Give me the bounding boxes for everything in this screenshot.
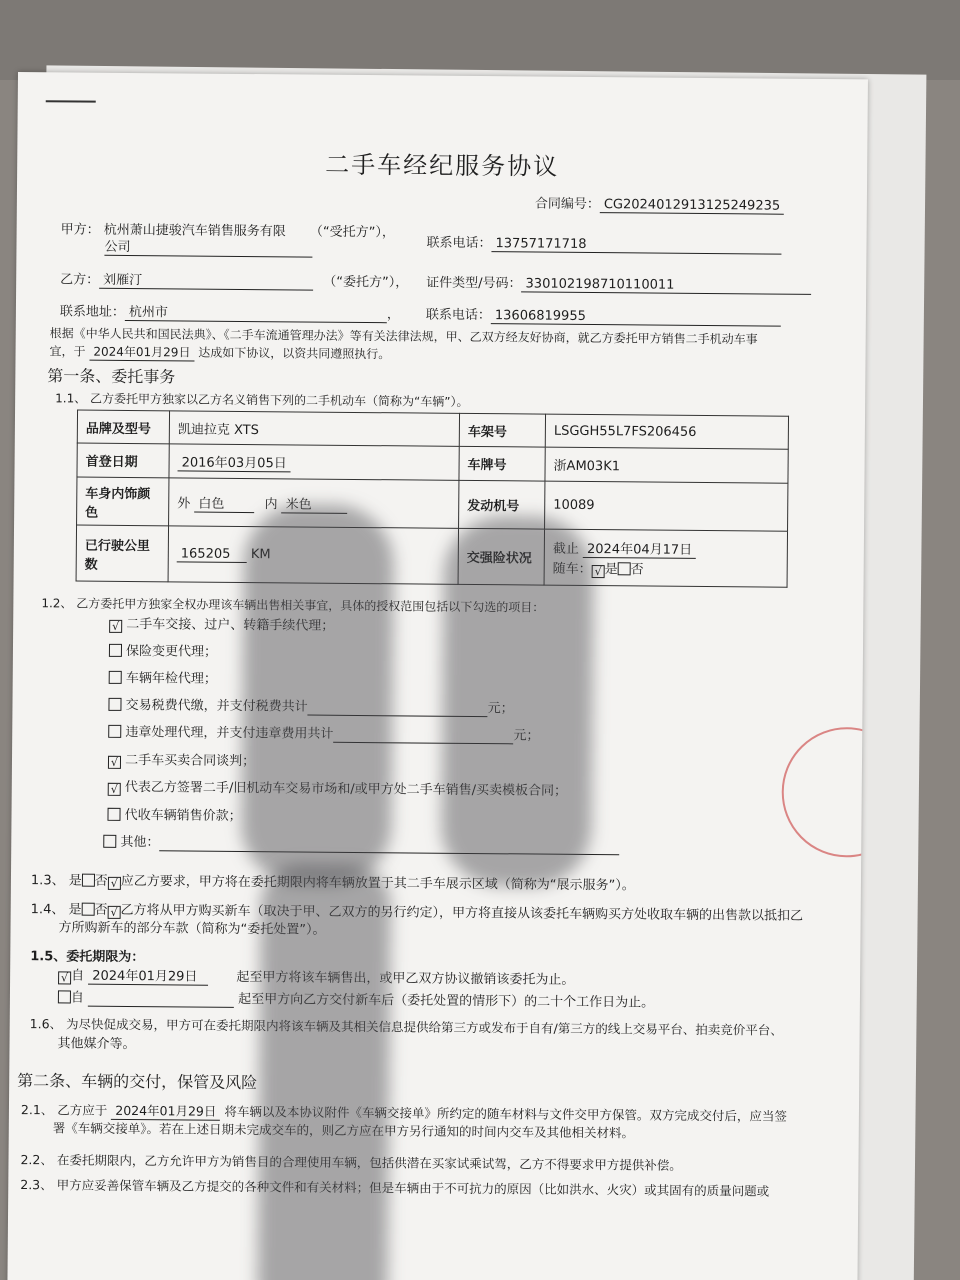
party-a-phone: 联系电话： 13757171718 bbox=[426, 232, 781, 255]
clause-1-3-no-checkbox[interactable]: √ bbox=[108, 877, 121, 890]
clause-2-3: 2.3、 甲方应妥善保管车辆及乙方提交的各种文件和有关材料；但是车辆由于不可抗力的原因（比如洪水、火灾）或其固有的质量问题或 bbox=[20, 1177, 770, 1199]
mileage-label: 已行驶公里数 bbox=[76, 525, 168, 582]
hand-shadow-left bbox=[241, 504, 394, 885]
clause-2-1-line2: 署《车辆交接单》。若在上述日期未完成交车的，则乙方应在甲方另行通知的时间内交车及其他相关材料。 bbox=[52, 1120, 635, 1141]
staple-mark bbox=[46, 100, 96, 102]
insurance-value: 截止 2024年04月17日 随车： √ 是 否 bbox=[544, 529, 787, 587]
engine-label: 发动机号 bbox=[459, 480, 545, 529]
vehicle-table bbox=[76, 410, 789, 588]
clause-2-1: 2.1、 乙方应于 2024年01月29日 将车辆以及本协议附件《车辆交接单》所约定的随车材料与文件交甲方保管。双方完成交付后，应当签 bbox=[20, 1102, 787, 1124]
auth-item-8-checkbox[interactable] bbox=[107, 808, 120, 821]
company-seal bbox=[781, 727, 868, 858]
preamble-line2: 宜，于 2024年01月29日 达成如下协议，以资共同遵照执行。 bbox=[49, 344, 391, 362]
clause-1-6-line2: 其他媒介等。 bbox=[57, 1036, 136, 1053]
clause-2-2: 2.2、 在委托期限内，乙方允许甲方为销售目的合理使用车辆，包括供潜在买家试乘试驾，乙方不得要求甲方提供补偿。 bbox=[20, 1152, 682, 1173]
term-option-1-checkbox[interactable]: √ bbox=[58, 971, 71, 984]
reg-date-value: 2016年03月05日 bbox=[178, 451, 291, 472]
brand-label: 品牌及型号 bbox=[77, 410, 169, 444]
clause-1-5-option-2: 自 起至甲方向乙方交付新车后（委托处置的情形下）的二十个工作日为止。 bbox=[58, 986, 654, 1011]
clause-1-5-option-1: √ 自 2024年01月29日 起至甲方将该车辆售出，或甲乙双方协议撤销该委托为止。 bbox=[58, 964, 574, 989]
clause-1-6: 1.6、 为尽快促成交易，甲方可在委托期限内将该车辆及其相关信息提供给第三方或发布于自有/第三方的线上交易平台、拍卖竞价平台、 bbox=[29, 1016, 783, 1038]
clause-1-4-no-checkbox[interactable]: √ bbox=[107, 906, 120, 919]
auth-item-9-checkbox[interactable] bbox=[103, 835, 116, 848]
clause-1-2: 1.2、 乙方委托甲方独家全权办理该车辆出售相关事宜，具体的授权范围包括以下勾选的项目： bbox=[41, 596, 545, 615]
auth-item-7: √ 代表乙方签署二手/旧机动车交易市场和/或甲方处二手车销售/买卖模板合同； bbox=[108, 776, 567, 800]
contract-page bbox=[7, 72, 868, 1280]
auth-item-7-checkbox[interactable]: √ bbox=[108, 783, 121, 796]
party-b: 乙方： 刘雁汀 （“委托方”）， bbox=[60, 268, 408, 291]
clause-1-5: 1.5、委托期限为： bbox=[30, 949, 145, 966]
auth-item-6: √ 二手车买卖合同谈判； bbox=[108, 749, 255, 770]
insurance-label: 交强险状况 bbox=[458, 528, 544, 585]
clause-1-3-yes-checkbox[interactable] bbox=[82, 874, 95, 887]
party-b-phone: 联系电话： 13606819955 bbox=[426, 304, 781, 327]
party-b-id: 证件类型/号码： 330102198710110011 bbox=[426, 272, 812, 295]
arm-shadow bbox=[257, 864, 391, 1280]
auth-item-6-checkbox[interactable]: √ bbox=[108, 756, 121, 769]
hand-shadow-right bbox=[441, 516, 594, 887]
auth-item-1: √ 二手车交接、过户、转籍手续代理； bbox=[109, 613, 334, 635]
auth-item-5: 违章处理代理，并支付违章费用共计 元； bbox=[108, 721, 539, 745]
clause-1-3: 1.3、 是 否 √ 应乙方要求，甲方将在委托期限内将车辆放置于其二手车展示区域（简称为“展示服务”）。 bbox=[30, 873, 635, 894]
reg-date-label: 首登日期 bbox=[77, 443, 169, 478]
party-a: 甲方： 杭州萧山捷骏汽车销售服务有限 （“受托方”）， bbox=[60, 222, 395, 241]
contract-number: 合同编号： CG2024012913125249235 bbox=[535, 193, 784, 215]
clause-1-1: 1.1、 乙方委托甲方独家以乙方名义销售下列的二手机动车（简称为“车辆”）。 bbox=[55, 391, 469, 409]
plate-label: 车牌号 bbox=[459, 446, 545, 481]
page-title: 二手车经纪服务协议 bbox=[325, 150, 560, 181]
vin-label: 车架号 bbox=[459, 413, 545, 447]
insurance-yes-checkbox[interactable]: √ bbox=[592, 565, 605, 578]
section-1-heading: 第一条、委托事务 bbox=[47, 366, 176, 387]
party-a-line2: 公司 bbox=[104, 236, 312, 258]
plate-value: 浙AM03K1 bbox=[545, 447, 788, 483]
vin-value: LSGGH55L7FS206456 bbox=[545, 414, 788, 449]
auth-item-3-checkbox[interactable] bbox=[109, 671, 122, 684]
auth-item-8: 代收车辆销售价款； bbox=[107, 804, 241, 824]
color-label: 车身内饰颜色 bbox=[77, 477, 169, 526]
term-option-2-checkbox[interactable] bbox=[58, 990, 71, 1003]
party-b-address: 联系地址： 杭州市 ， bbox=[60, 300, 400, 323]
auth-item-2-checkbox[interactable] bbox=[109, 644, 122, 657]
auth-item-1-checkbox[interactable]: √ bbox=[109, 620, 122, 633]
clause-1-4-line2: 方所购新车的部分车款（简称为“委托处置”）。 bbox=[58, 920, 326, 938]
engine-value: 10089 bbox=[545, 481, 788, 531]
section-2-heading: 第二条、车辆的交付，保管及风险 bbox=[17, 1071, 258, 1093]
auth-item-5-checkbox[interactable] bbox=[108, 725, 121, 738]
clause-1-4: 1.4、 是 否 √ 乙方将从甲方购买新车（取决于甲、乙双方的另行约定），甲方将直接从该委托车辆购买方处收取车辆的出售款以抵扣乙 bbox=[30, 902, 804, 924]
clause-1-4-yes-checkbox[interactable] bbox=[81, 903, 94, 916]
insurance-no-checkbox[interactable] bbox=[618, 562, 631, 575]
auth-item-4: 交易税费代缴，并支付税费共计 元； bbox=[108, 694, 513, 718]
color-value: 外 白色 内 米色 bbox=[169, 478, 459, 529]
auth-item-4-checkbox[interactable] bbox=[108, 698, 121, 711]
auth-item-2: 保险变更代理； bbox=[109, 640, 217, 660]
auth-item-9: 其他： bbox=[103, 831, 619, 856]
preamble-line1: 根据《中华人民共和国民法典》、《二手车流通管理办法》等有关法律法规，甲、乙双方经友好协商，就乙方委托甲方销售二手机动车事 bbox=[49, 326, 758, 347]
auth-item-3: 车辆年检代理； bbox=[109, 667, 217, 687]
brand-value: 凯迪拉克 XTS bbox=[169, 411, 459, 447]
mileage-value: 165205 KM bbox=[168, 526, 458, 585]
